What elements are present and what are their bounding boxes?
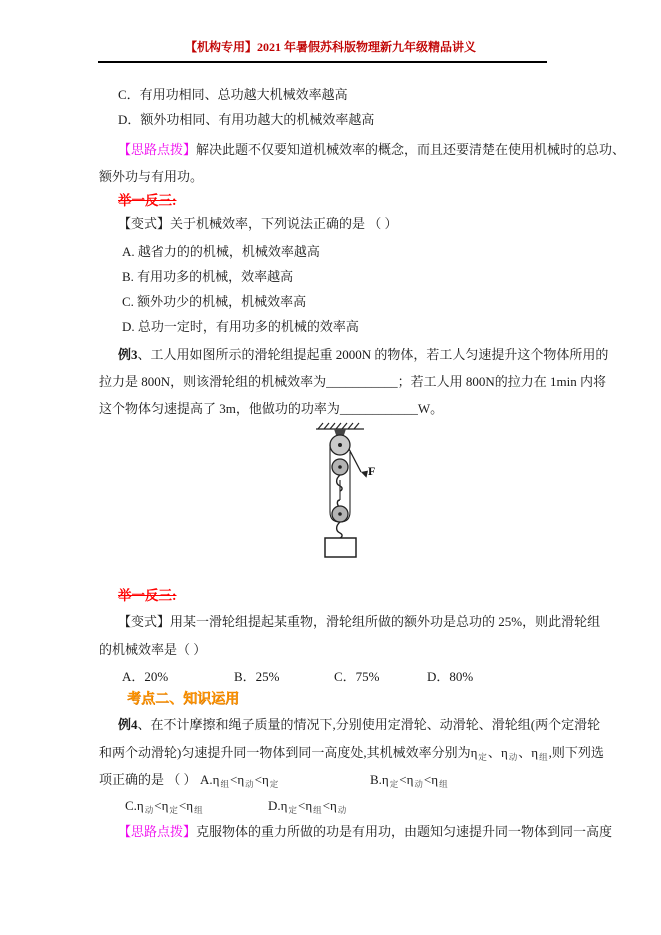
less-than: < bbox=[178, 798, 187, 813]
eta-sub: 动 bbox=[508, 752, 518, 762]
hint2-text: 克服物体的重力所做的功是有用功，由题知匀速提升同一物体到同一高度 bbox=[196, 824, 613, 839]
eta-symbol: η bbox=[531, 745, 539, 760]
eta-sub: 组 bbox=[220, 779, 229, 789]
less-than: < bbox=[154, 798, 162, 813]
eta-sub: 动 bbox=[337, 805, 347, 815]
hook-3 bbox=[337, 522, 342, 538]
fixed-pulley-axle bbox=[338, 443, 342, 447]
eta-sub: 定 bbox=[478, 752, 487, 762]
hook-1 bbox=[337, 475, 342, 491]
eta-symbol: η bbox=[431, 772, 439, 787]
page-header-title: 【机构专用】2021 年暑假苏科版物理新九年级精品讲义 bbox=[184, 40, 476, 54]
eta-symbol: η bbox=[136, 798, 144, 813]
option-label: D. bbox=[268, 798, 281, 813]
variation1-option-b: B. 有用功多的机械，效率越高 bbox=[122, 269, 294, 284]
movable-pulley-1-axle bbox=[338, 465, 342, 469]
eta-sub: 动 bbox=[144, 805, 154, 815]
less-than: < bbox=[322, 798, 330, 813]
eta-sub: 动 bbox=[414, 779, 423, 789]
example4-option-b bbox=[370, 771, 449, 793]
force-label: F bbox=[368, 464, 376, 478]
example3-line1-text: 、工人用如图所示的滑轮组提起重 2000N 的物体，若工人匀速提升这个物体所用的 bbox=[137, 347, 609, 362]
eta-sub: 定 bbox=[269, 779, 279, 789]
eta-sub: 动 bbox=[245, 779, 254, 789]
prev-option-d: D．额外功相同、有用功越大的机械效率越高 bbox=[118, 112, 375, 127]
variation1-option-a: A. 越省力的的机械，机械效率越高 bbox=[122, 244, 320, 259]
eta-symbol: η bbox=[381, 772, 389, 787]
example4-option-a bbox=[200, 771, 279, 793]
example4-line2-pre: 和两个动滑轮)匀速提升同一物体到同一高度处,其机械效率分别为 bbox=[99, 745, 471, 760]
example4-option-c bbox=[125, 797, 204, 819]
prev-option-c: C．有用功相同、总功越大机械效率越高 bbox=[118, 87, 348, 102]
eta-sub: 定 bbox=[288, 805, 297, 815]
eta-symbol: η bbox=[186, 798, 194, 813]
eta-symbol: η bbox=[470, 745, 478, 760]
example3-label: 例3 bbox=[118, 347, 138, 362]
variation2-stem-line1: 【变式】用某一滑轮组提起某重物，滑轮组所做的额外功是总功的 25%，则此滑轮组 bbox=[118, 614, 601, 629]
less-than: < bbox=[229, 772, 238, 787]
eta-sub: 组 bbox=[539, 752, 548, 762]
pulley-figure bbox=[296, 422, 396, 558]
hint1-line2: 额外功与有用功。 bbox=[99, 169, 204, 184]
hint2-label: 【思路点拨】 bbox=[118, 824, 197, 839]
eta-sub: 定 bbox=[169, 805, 178, 815]
option-label: C. bbox=[125, 798, 137, 813]
header-divider bbox=[98, 61, 547, 63]
option-label: B. bbox=[370, 772, 382, 787]
ceiling-hatch bbox=[316, 423, 364, 429]
example4-line1-text: 、在不计摩擦和绳子质量的情况下,分别使用定滑轮、动滑轮、滑轮组(两个定滑轮 bbox=[137, 717, 601, 732]
section1-heading: 举一反三: bbox=[118, 193, 177, 208]
eta-symbol: η bbox=[329, 798, 337, 813]
variation2-stem-line2: 的机械效率是（ ） bbox=[99, 642, 207, 657]
force-rope bbox=[349, 449, 361, 472]
pause-mark: 、 bbox=[487, 745, 501, 760]
eta-sub: 组 bbox=[313, 805, 322, 815]
variation1-option-c: C. 额外功少的机械，机械效率高 bbox=[122, 294, 307, 309]
example3-line2: 拉力是 800N，则该滑轮组的机械效率为___________；若工人用 800N的拉力在 1min 内将 bbox=[99, 374, 607, 389]
variation1-option-d: D. 总功一定时，有用功多的机械的效率高 bbox=[122, 319, 359, 334]
eta-sub: 组 bbox=[194, 805, 203, 815]
section2-heading: 举一反三: bbox=[118, 588, 177, 603]
pulley-mount bbox=[334, 429, 346, 435]
less-than: < bbox=[297, 798, 306, 813]
variation2-option-d: D．80% bbox=[427, 669, 474, 684]
example3-line1 bbox=[118, 346, 608, 363]
movable-pulley-2-axle bbox=[338, 512, 342, 516]
variation2-option-a: A．20% bbox=[122, 669, 169, 684]
hint1-label: 【思路点拨】 bbox=[118, 142, 197, 157]
option-label: A. bbox=[200, 772, 213, 787]
variation1-stem: 【变式】关于机械效率，下列说法正确的是 （ ） bbox=[118, 216, 398, 231]
example4-line3-pre: 项正确的是 （ ） bbox=[99, 772, 197, 787]
eta-symbol: η bbox=[500, 745, 508, 760]
example4-line1 bbox=[118, 716, 600, 733]
pulley-diagram-graphic bbox=[296, 422, 396, 558]
hint2-line bbox=[118, 823, 612, 840]
hint1-text1: 解决此题不仅要知道机械效率的概念，而且还要清楚在使用机械时的总功、 bbox=[196, 142, 626, 157]
eta-symbol: η bbox=[305, 798, 313, 813]
example4-label: 例4 bbox=[118, 717, 138, 732]
eta-symbol: η bbox=[280, 798, 288, 813]
less-than: < bbox=[254, 772, 262, 787]
variation2-option-b: B．25% bbox=[234, 669, 280, 684]
eta-symbol: η bbox=[261, 772, 269, 787]
eta-symbol: η bbox=[161, 798, 169, 813]
pause-mark: 、 bbox=[518, 745, 532, 760]
example4-line2 bbox=[99, 744, 604, 766]
example4-option-d bbox=[268, 797, 347, 819]
eta-symbol: η bbox=[212, 772, 220, 787]
topic2-heading: 考点二、知识运用 bbox=[127, 692, 239, 707]
eta-symbol: η bbox=[237, 772, 245, 787]
hint1-line1 bbox=[118, 141, 625, 158]
eta-sub: 定 bbox=[389, 779, 399, 789]
less-than: < bbox=[423, 772, 432, 787]
eta-symbol: η bbox=[406, 772, 414, 787]
variation2-option-c: C．75% bbox=[334, 669, 380, 684]
less-than: < bbox=[399, 772, 407, 787]
eta-sub: 组 bbox=[439, 779, 448, 789]
example4-line2-post: ,则下列选 bbox=[548, 745, 604, 760]
example3-line3: 这个物体匀速提高了 3m，他做功的功率为____________W。 bbox=[99, 401, 444, 416]
load-box bbox=[325, 538, 356, 557]
